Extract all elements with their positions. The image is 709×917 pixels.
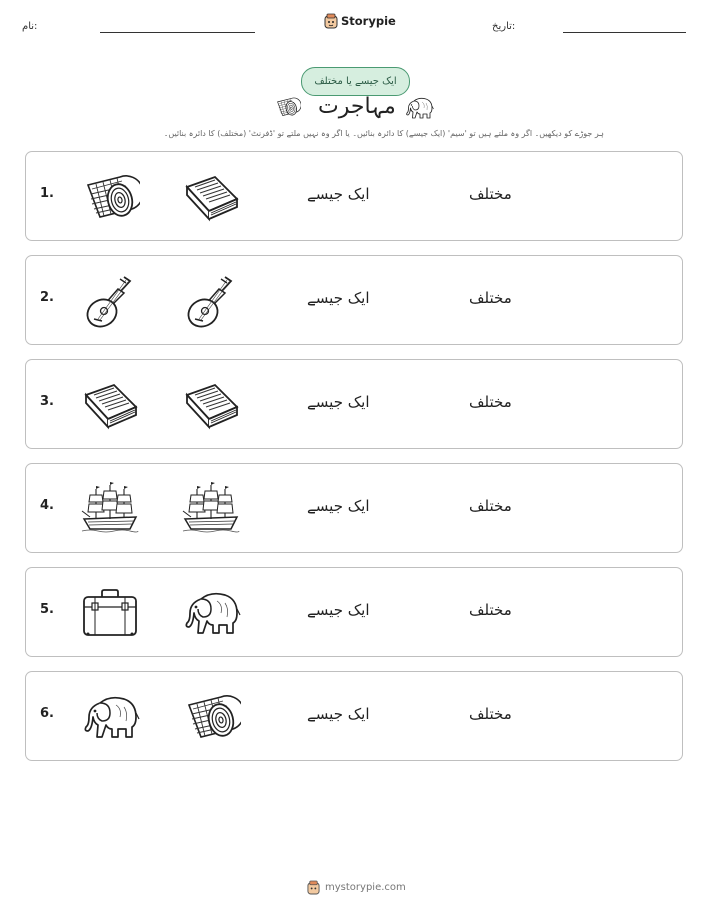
instructions: ہر جوڑے کو دیکھیں۔ اگر وہ ملتے ہیں تو 'سیم' (ایک جیسے) کا دائرہ بنائیں۔ یا اگر وہ نہیں ملتے تو 'ڈفرنٹ' (مختلف) کا دائرہ بنائیں۔: [163, 129, 604, 138]
different-option[interactable]: مختلف: [469, 185, 512, 203]
row-number: 2.: [40, 290, 54, 305]
different-option[interactable]: مختلف: [469, 601, 512, 619]
same-option[interactable]: ایک جیسے: [307, 497, 370, 515]
exercise-row-4: [25, 463, 683, 553]
page-title: مہاجرت: [318, 94, 396, 119]
different-option[interactable]: مختلف: [469, 393, 512, 411]
book-icon: [181, 377, 241, 433]
ship-icon: [80, 481, 140, 537]
same-option[interactable]: ایک جیسے: [307, 705, 370, 723]
name-field-line[interactable]: [100, 32, 255, 33]
book-icon: [181, 169, 241, 225]
rolled-mat-icon: [181, 689, 241, 745]
rolled-mat-icon: [273, 95, 301, 119]
date-field-line[interactable]: [563, 32, 686, 33]
brand-name: Storypie: [341, 14, 396, 28]
row-number: 5.: [40, 602, 54, 617]
exercise-row-5: [25, 567, 683, 657]
rolled-mat-icon: [80, 169, 140, 225]
different-option[interactable]: مختلف: [469, 289, 512, 307]
exercise-row-6: [25, 671, 683, 761]
storypie-mascot-icon: [307, 880, 320, 895]
same-option[interactable]: ایک جیسے: [307, 601, 370, 619]
book-icon: [80, 377, 140, 433]
row-number: 1.: [40, 186, 54, 201]
ship-icon: [181, 481, 241, 537]
footer: [307, 880, 406, 895]
same-option[interactable]: ایک جیسے: [307, 393, 370, 411]
elephant-icon: [80, 689, 140, 745]
row-number: 3.: [40, 394, 54, 409]
row-number: 4.: [40, 498, 54, 513]
exercise-row-2: [25, 255, 683, 345]
lute-icon: [181, 273, 241, 329]
elephant-icon: [181, 585, 241, 641]
elephant-icon: [404, 94, 434, 122]
topic-pill: ایک جیسے یا مختلف: [301, 67, 410, 96]
different-option[interactable]: مختلف: [469, 497, 512, 515]
same-option[interactable]: ایک جیسے: [307, 289, 370, 307]
suitcase-icon: [80, 585, 140, 641]
name-label: نام:: [22, 21, 38, 32]
lute-icon: [80, 273, 140, 329]
exercise-row-3: [25, 359, 683, 449]
different-option[interactable]: مختلف: [469, 705, 512, 723]
date-label: تاریخ:: [492, 21, 516, 32]
footer-url[interactable]: mystorypie.com: [325, 882, 406, 893]
row-number: 6.: [40, 706, 54, 721]
exercise-row-1: [25, 151, 683, 241]
brand-logo: [324, 13, 396, 29]
same-option[interactable]: ایک جیسے: [307, 185, 370, 203]
storypie-mascot-icon: [324, 13, 338, 29]
